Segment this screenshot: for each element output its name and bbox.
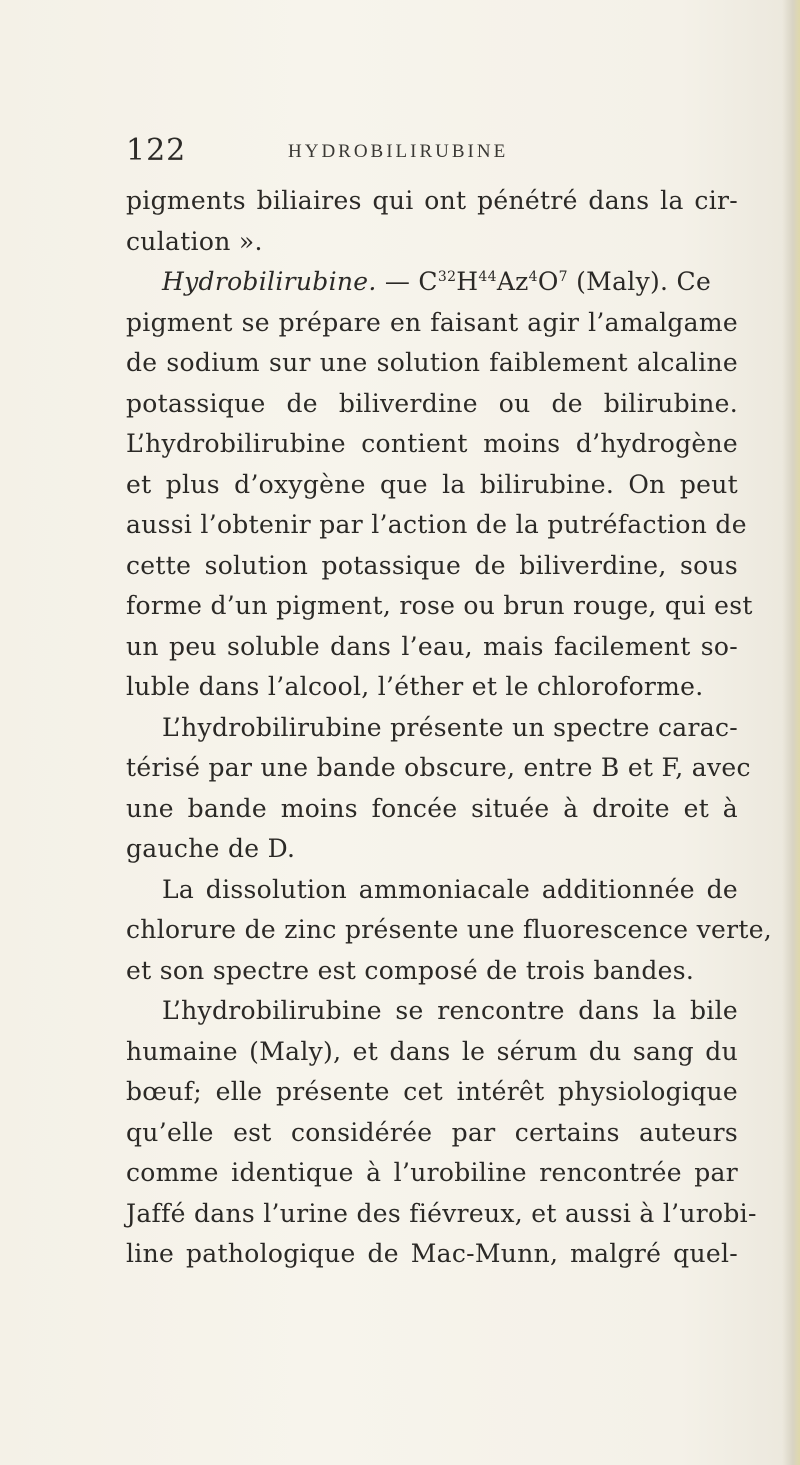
formula-c: C (418, 267, 438, 296)
formula-h-count: 44 (478, 269, 497, 285)
text-line: et plus d’oxygène que la bilirubine. On peut (126, 469, 738, 499)
formula-o: O (537, 267, 559, 296)
text-line: forme d’un pigment, rose ou brun rouge, qui est (126, 591, 753, 620)
page-header (126, 133, 726, 173)
text-line: qu’elle est considérée par certains auteurs (126, 1117, 738, 1147)
text-body (126, 181, 773, 1275)
text-line: cette solution potassique de biliverdine, sous (126, 550, 738, 580)
formula-c-count: 32 (437, 269, 457, 285)
text-line: Jaffé dans l’urine des fiévreux, et aussi à l’urobi- (126, 1198, 757, 1228)
text-line: aussi l’obtenir par l’action de la putréfaction de (126, 510, 747, 539)
entry-term: Hydrobilirubine. (162, 267, 377, 296)
text-line: luble dans l’alcool, l’éther et le chloroforme. (126, 672, 704, 701)
formula-az: Az (496, 267, 529, 296)
text-line: L’hydrobilirubine présente un spectre carac- (162, 712, 738, 742)
text-line: de sodium sur une solution faiblement alcaline (126, 348, 738, 377)
text-line: pigment se prépare en faisant agir l’amalgame (126, 307, 738, 337)
running-head: HYDROBILIRUBINE (288, 141, 509, 162)
formula-h: H (456, 267, 479, 296)
text-line: potassique de biliverdine ou de bilirubine. (126, 388, 738, 418)
text-line: bœuf; elle présente cet intérêt physiologique (126, 1077, 738, 1106)
text-line: line pathologique de Mac-Munn, malgré quel- (126, 1239, 738, 1268)
text-line: un peu soluble dans l’eau, mais facilement so- (126, 631, 738, 661)
page-number: 122 (126, 133, 187, 168)
text-line: pigments biliaires qui ont pénétré dans la cir- (126, 186, 738, 215)
formula-az-count: 4 (528, 269, 538, 285)
text-line: et son spectre est composé de trois bandes. (126, 955, 695, 985)
entry-dash: — (376, 267, 419, 296)
text-line: culation ». (126, 226, 263, 256)
text-line: térisé par une bande obscure, entre B et F, avec (126, 753, 751, 782)
page-edge-shadow (782, 0, 800, 1465)
chemical-formula (418, 267, 567, 296)
text-line: gauche de D. (126, 834, 296, 863)
entry-attribution: (Maly). Ce (567, 267, 712, 296)
text-line: L’hydrobilirubine se rencontre dans la bile (162, 996, 738, 1025)
text-line: L’hydrobilirubine contient moins d’hydrogène (126, 429, 738, 458)
entry-heading-line (126, 262, 738, 303)
text-line: humaine (Maly), et dans le sérum du sang du (126, 1036, 738, 1066)
text-line: chlorure de zinc présente une fluorescence verte, (126, 915, 773, 944)
text-line: comme identique à l’urobiline rencontrée par (126, 1158, 738, 1187)
formula-o-count: 7 (558, 269, 568, 285)
text-line: une bande moins foncée située à droite et à (126, 793, 738, 823)
text-line: La dissolution ammoniacale additionnée de (162, 874, 738, 904)
